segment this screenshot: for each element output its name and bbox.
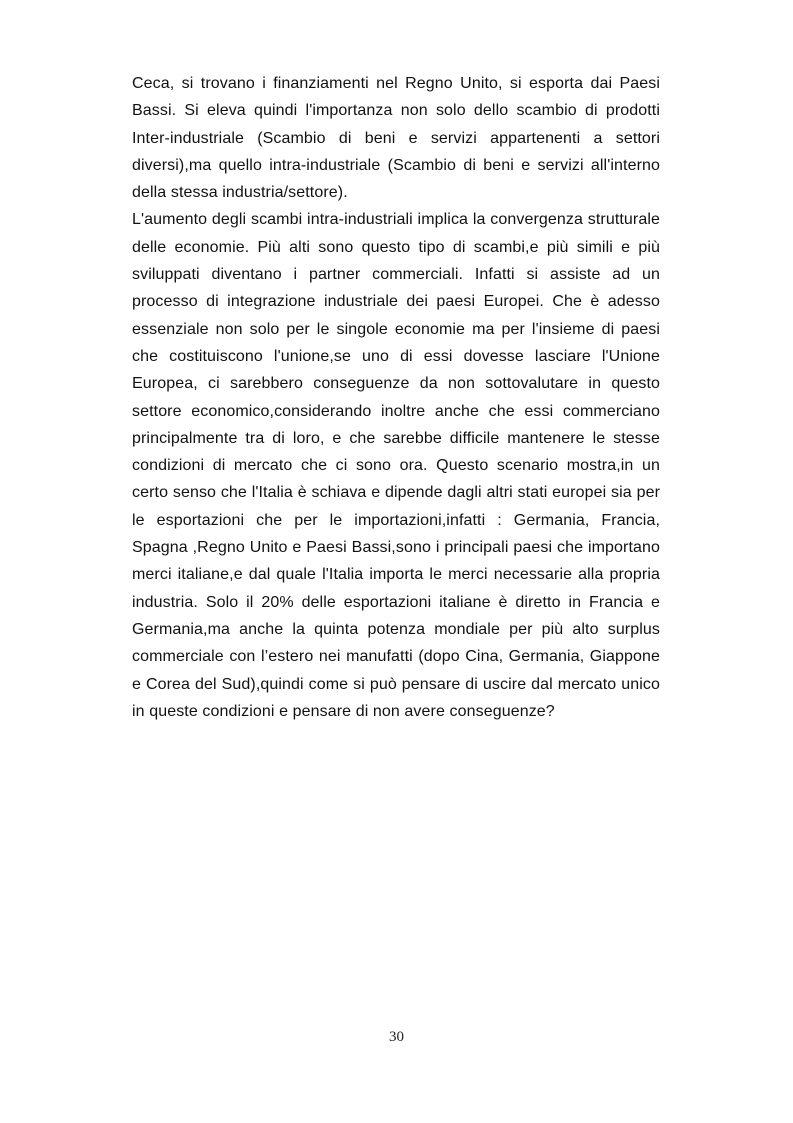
body-text xyxy=(132,70,660,725)
paragraph-2: L'aumento degli scambi intra-industriali implica la convergenza strutturale delle economie. Più alti sono questo tipo di scambi,e più simili e più sviluppati diventano i partner commerciali. Infatti si assiste ad un processo di integrazione industriale dei paesi Europei. Che è adesso essenziale non solo per le singole economie ma per l'insieme di paesi che costituiscono l'unione,se uno di essi dovesse lasciare l'Unione Europea, ci sarebbero conseguenze da non sottovalutare in questo settore economico,considerando inoltre anche che essi commerciano principalmente tra di loro, e che sarebbe difficile mantenere le stesse condizioni di mercato che ci sono ora. Questo scenario mostra,in un certo senso che l'Italia è schiava e dipende dagli altri stati europei sia per le esportazioni che per le importazioni,infatti : Germania, Francia, Spagna ,Regno Unito e Paesi Bassi,sono i principali paesi che importano merci italiane,e dal quale l'Italia importa le merci necessarie alla propria industria. Solo il 20% delle esportazioni italiane è diretto in Francia e Germania,ma anche la quinta potenza mondiale per più alto surplus commerciale con l’estero nei manufatti (dopo Cina, Germania, Giappone e Corea del Sud),quindi come si può pensare di uscire dal mercato unico in queste condizioni e pensare di non avere conseguenze? xyxy=(132,211,660,720)
paragraph-1: Ceca, si trovano i finanziamenti nel Regno Unito, si esporta dai Paesi Bassi. Si eleva quindi l'importanza non solo dello scambio di prodotti Inter-industriale (Scambio di beni e servizi appartenenti a settori diversi),ma quello intra-industriale (Scambio di beni e servizi all'interno della stessa industria/settore). xyxy=(132,75,660,202)
page-number: 30 xyxy=(389,1029,404,1045)
